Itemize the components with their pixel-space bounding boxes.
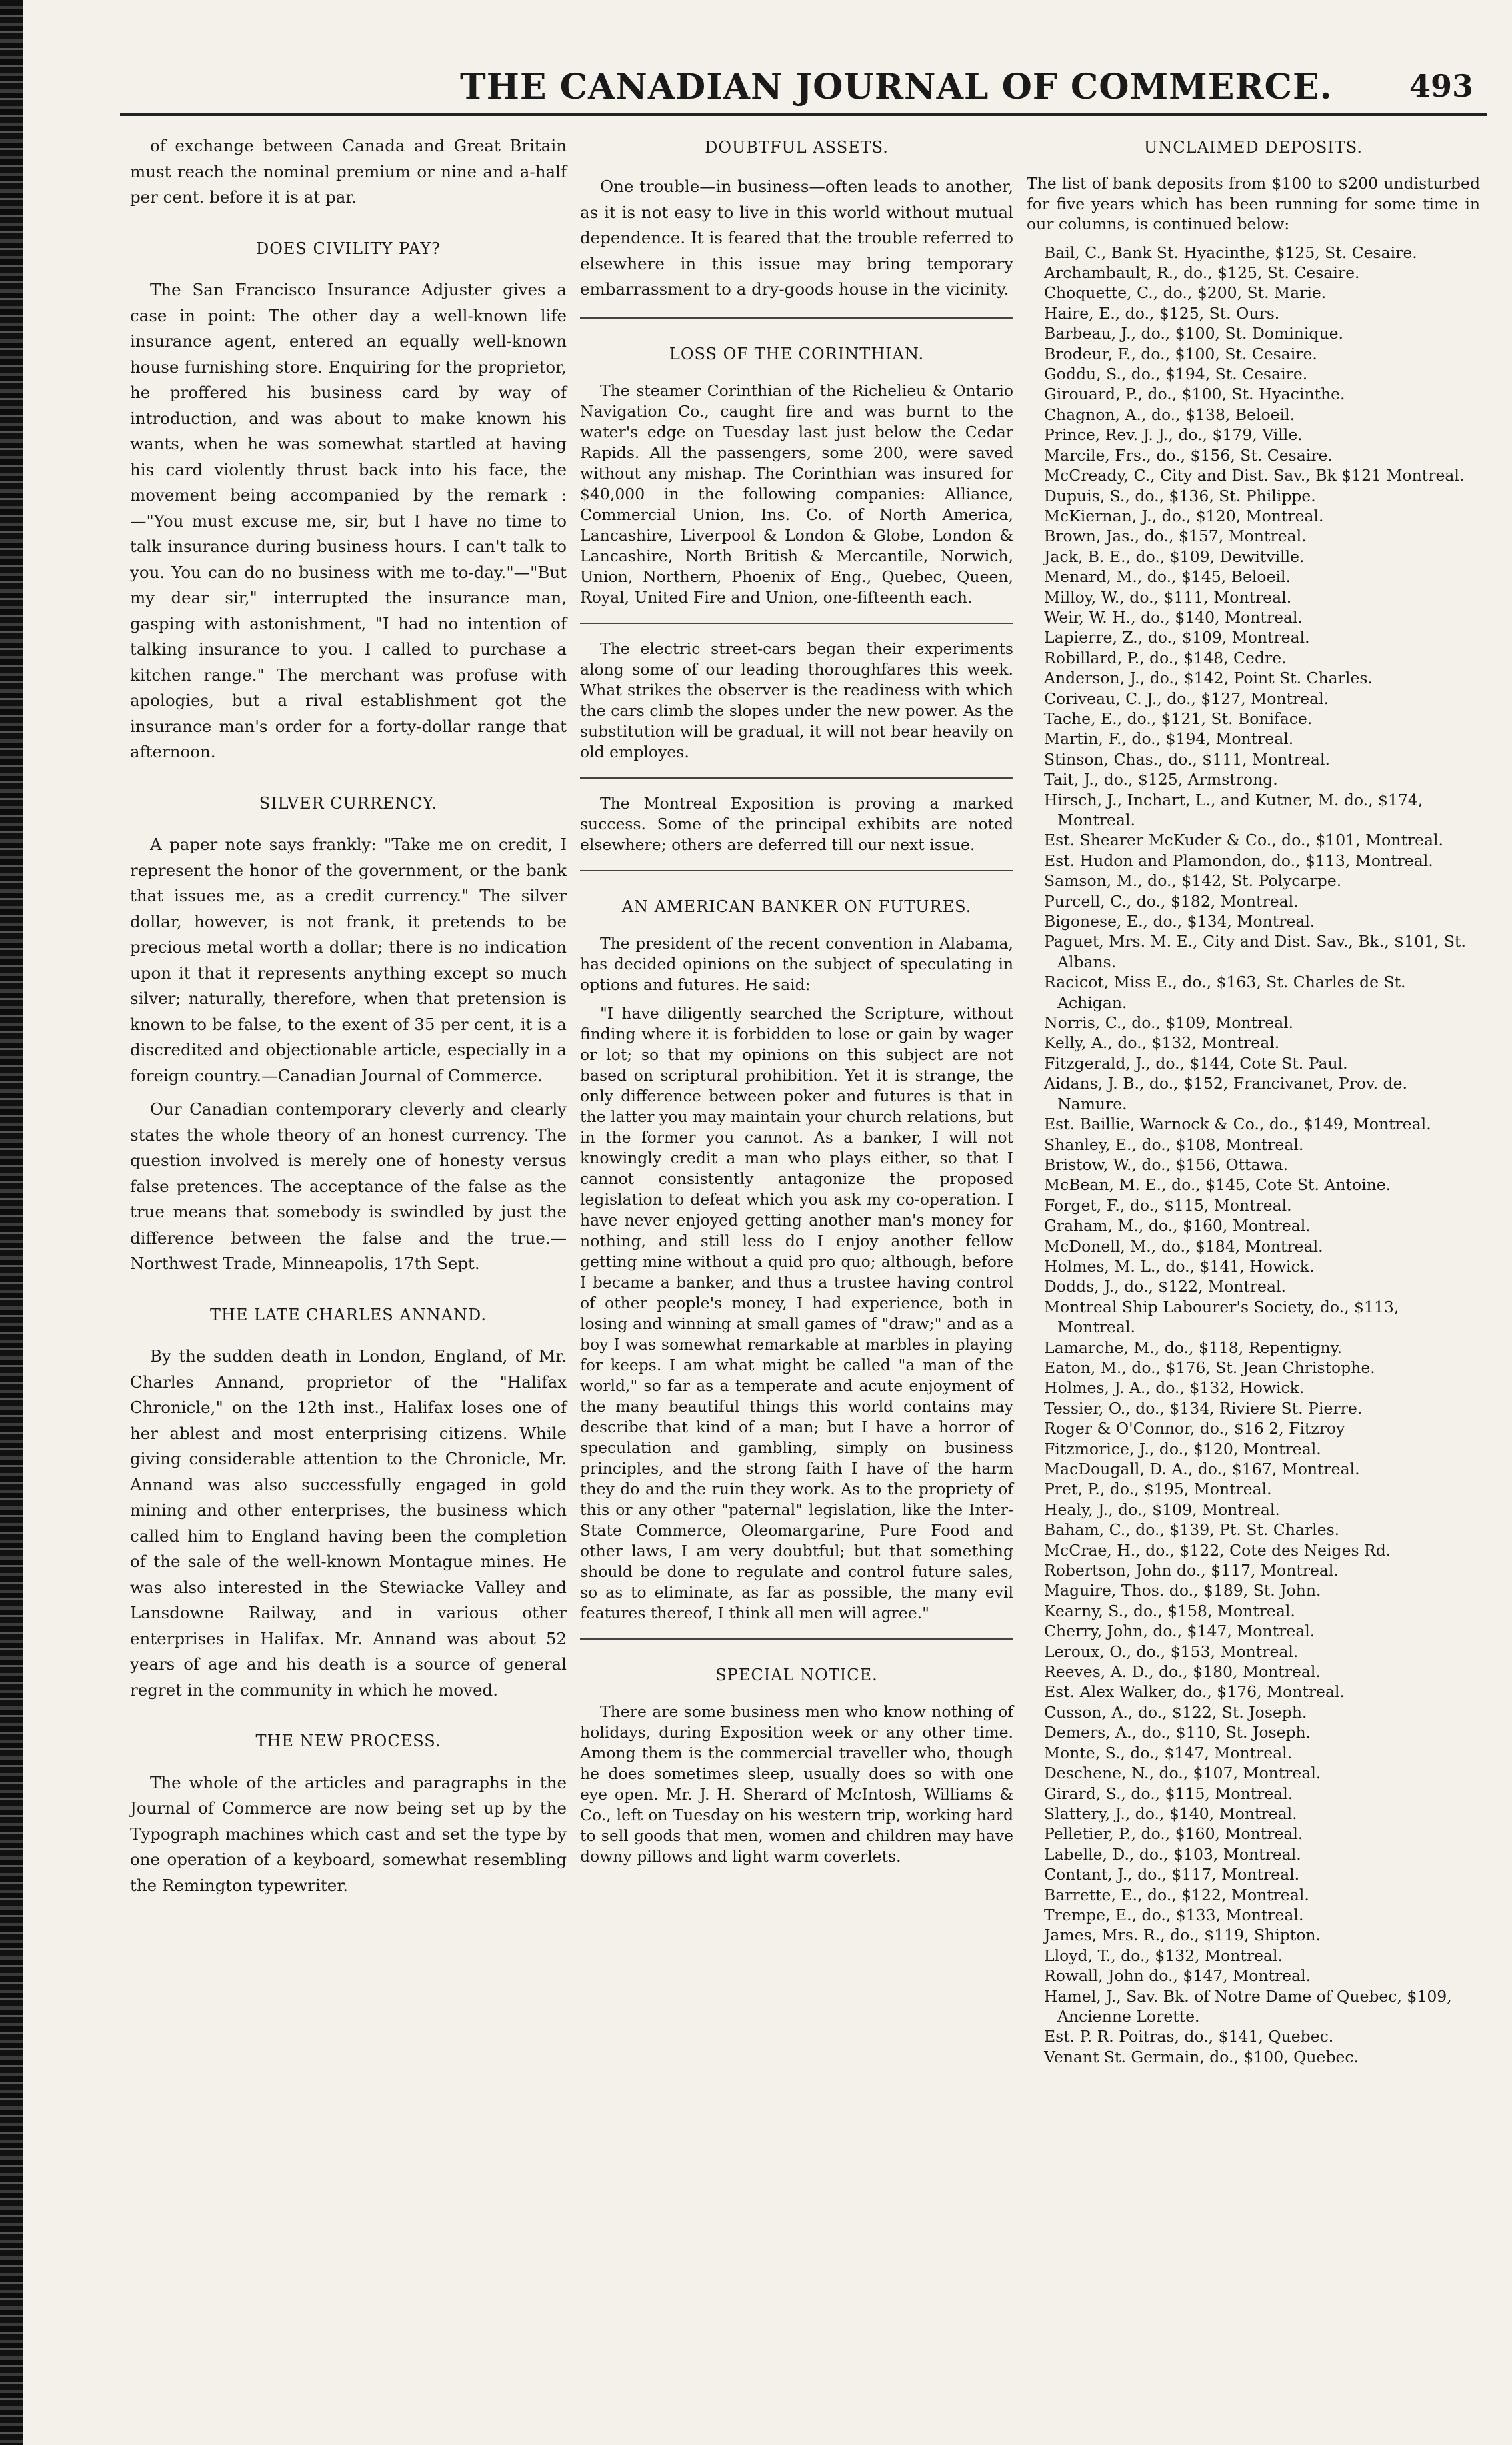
- deposit-entry: Cusson, A., do., $122, St. Joseph.: [1044, 1702, 1307, 1722]
- binding-edge: [0, 0, 23, 2445]
- deposit-entry: McBean, M. E., do., $145, Cote St. Antoine.: [1044, 1175, 1391, 1195]
- deposit-entry: Leroux, O., do., $153, Montreal.: [1044, 1642, 1299, 1661]
- banker-heading: AN AMERICAN BANKER ON FUTURES.: [621, 897, 972, 916]
- deposit-entry: Stinson, Chas., do., $111, Montreal.: [1044, 749, 1330, 769]
- deposit-entry: Holmes, J. A., do., $132, Howick.: [1044, 1378, 1305, 1398]
- deposit-entry: Norris, C., do., $109, Montreal.: [1044, 1013, 1294, 1033]
- doubtful-heading: DOUBTFUL ASSETS.: [705, 138, 889, 157]
- deposit-entry: Aidans, J. B., do., $152, Francivanet, Prov. de. Namure.: [1044, 1074, 1407, 1113]
- deposit-entry: Kelly, A., do., $132, Montreal.: [1044, 1033, 1280, 1053]
- corinthian-article: The steamer Corinthian of the Richelieu & Ontario Navigation Co., caught fire and was burnt to the water's edge on Tuesday last just below the Cedar Rapids. All the passengers, some 200, were saved without any mishap. The Corinthian was insured for $40,000 in the following companies: Alliance, Commercial Union, Ins. Co. of North America, Lancashire, Liverpool & London & Globe, London & Lancashire, North British & Mercantile, Norwich, Union, Northern, Phoenix of Eng., Quebec, Queen, Royal, United Fire and Union, one-fifteenth each.: [580, 381, 1013, 607]
- deposit-entry: Montreal Ship Labourer's Society, do., $113, Montreal.: [1044, 1297, 1399, 1337]
- deposit-entry: Venant St. Germain, do., $100, Quebec.: [1044, 2047, 1359, 2066]
- deposit-entry: McCready, C., City and Dist. Sav., Bk $121 Montreal.: [1044, 466, 1465, 485]
- deposit-entry: Labelle, D., do., $103, Montreal.: [1044, 1844, 1301, 1864]
- corinthian-heading: LOSS OF THE CORINTHIAN.: [669, 344, 925, 363]
- deposit-entry: Hamel, J., Sav. Bk. of Notre Dame of Quebec, $109, Ancienne Lorette.: [1044, 1986, 1452, 2026]
- deposit-entry: Graham, M., do., $160, Montreal.: [1044, 1216, 1311, 1236]
- deposit-entry: Dodds, J., do., $122, Montreal.: [1044, 1277, 1286, 1296]
- deposit-entry: Holmes, M. L., do., $141, Howick.: [1044, 1256, 1315, 1276]
- deposit-entry: Slattery, J., do., $140, Montreal.: [1044, 1804, 1297, 1823]
- page-number: 493: [1409, 68, 1473, 104]
- deposits-heading: UNCLAIMED DEPOSITS.: [1143, 138, 1363, 157]
- deposit-entry: Coriveau, C. J., do., $127, Montreal.: [1044, 689, 1329, 708]
- deposit-entry: Kearny, S., do., $158, Montreal.: [1044, 1601, 1295, 1620]
- deposit-entry: Tache, E., do., $121, St. Boniface.: [1044, 709, 1313, 728]
- deposit-entry: Hirsch, J., Inchart, L., and Kutner, M. do., $174, Montreal.: [1044, 790, 1423, 829]
- deposit-entry: Brown, Jas., do., $157, Montreal.: [1044, 527, 1307, 546]
- annand-article: By the sudden death in London, England, of Mr. Charles Annand, proprietor of the "Halifax Chronicle," on the 12th inst., Halifax loses one of her ablest and most enterprising citizens. While giving considerable attention to the Chronicle, Mr. Annand was also successfully engaged in gold mining and other enterprises, the business which called him to England having been the completion of the sale of the well-known Montague mines. He was also interested in the Stewiacke Valley and Lansdowne Railway, and in various other enterprises in Halifax. Mr. Annand was about 52 years of age and his death is a source of general regret in the community in which he moved.: [130, 1346, 567, 1700]
- deposit-entry: Est. Baillie, Warnock & Co., do., $149, Montreal.: [1044, 1115, 1431, 1134]
- exchange-paragraph: of exchange between Canada and Great Britain must reach the nominal premium or nine and a-half per cent. before it is at par.: [130, 136, 567, 207]
- deposit-entry: Marcile, Frs., do., $156, St. Cesaire.: [1044, 445, 1333, 465]
- deposit-entry: Barrette, E., do., $122, Montreal.: [1044, 1885, 1309, 1904]
- silver-heading: SILVER CURRENCY.: [259, 793, 438, 813]
- deposit-entry: Bail, C., Bank St. Hyacinthe, $125, St. Cesaire.: [1044, 243, 1417, 262]
- civility-article: The San Francisco Insurance Adjuster gives a case in point: The other day a well-known life insurance agent, entered an equally well-known house furnishing store. Enquiring for the proprietor, he proffered his business card by way of introduction, and was about to make known his wants, when he was somewhat startled at having his card violently thrust back into his face, the movement being accompanied by the remark :—"You must excuse me, sir, but I have no time to talk insurance during business hours. I can't talk to you. You can do no business with me to-day."—"But my dear sir," interrupted the insurance man, gasping with astonishment, "I had no intention of talking insurance to you. I called to purchase a kitchen range." The merchant was profuse with apologies, but a rival establishment got the insurance man's order for a forty-dollar range that afternoon.: [130, 280, 567, 761]
- doubtful-article: One trouble—in business—often leads to another, as it is not easy to live in this world without mutual dependence. It is feared that the trouble referred to elsewhere in this issue may bring temporary embarrassment to a dry-goods house in the vicinity.: [580, 177, 1013, 299]
- special-article: There are some business men who know nothing of holidays, during Exposition week or any other time. Among them is the commercial traveller who, though he does sometimes sleep, usually does so with one eye open. Mr. J. H. Sherard of McIntosh, Williams & Co., left on Tuesday on his western trip, working hard to sell goods that men, women and children may have downy pillows and light warm coverlets.: [580, 1702, 1013, 1866]
- deposit-entry: Dupuis, S., do., $136, St. Philippe.: [1044, 486, 1316, 505]
- deposit-entry: Est. Hudon and Plamondon, do., $113, Montreal.: [1044, 851, 1433, 870]
- deposit-entry: Contant, J., do., $117, Montreal.: [1044, 1865, 1300, 1884]
- process-heading: THE NEW PROCESS.: [255, 1732, 441, 1750]
- deposit-entry: Goddu, S., do., $194, St. Cesaire.: [1044, 365, 1308, 384]
- deposit-entry: Jack, B. E., do., $109, Dewitville.: [1044, 547, 1305, 566]
- streetcars-paragraph: The electric street-cars began their experiments along some of our leading thoroughfares this week. What strikes the observer is the readiness with which the cars climb the slopes under the new power. As the substitution will be gradual, it will not bear heavily on old employes.: [580, 639, 1013, 761]
- deposit-entry: Bigonese, E., do., $134, Montreal.: [1044, 912, 1315, 931]
- deposit-entry: Archambault, R., do., $125, St. Cesaire.: [1044, 263, 1360, 283]
- deposit-entry: Cherry, John, do., $147, Montreal.: [1044, 1622, 1315, 1641]
- silver-article-1: A paper note says frankly: "Take me on credit, I represent the honor of the government, or the bank that issues me, as a credit currency." The silver dollar, however, is not frank, it pretends to be precious metal worth a dollar; there is no indication upon it that it represents anything except so much silver; naturally, therefore, when that pretension is known to be false, to the exent of 35 per cent, it is a discredited and objectionable article, especially in a foreign country.—Canadian Journal of Commerce.: [130, 835, 567, 1085]
- deposit-entry: Robertson, John do., $117, Montreal.: [1044, 1561, 1339, 1580]
- column-2: [580, 133, 1013, 1875]
- deposit-entry: Milloy, W., do., $111, Montreal.: [1044, 587, 1292, 607]
- deposit-entry: MacDougall, D. A., do., $167, Montreal.: [1044, 1460, 1360, 1478]
- exposition-paragraph: The Montreal Exposition is proving a marked success. Some of the principal exhibits are noted elsewhere; others are deferred till our next issue.: [580, 793, 1013, 854]
- deposit-entry: Healy, J., do., $109, Montreal.: [1044, 1500, 1280, 1519]
- deposit-entry: Forget, F., do., $115, Montreal.: [1044, 1195, 1292, 1215]
- deposit-entry: Samson, M., do., $142, St. Polycarpe.: [1044, 871, 1342, 891]
- special-heading: SPECIAL NOTICE.: [715, 1665, 878, 1684]
- deposit-entry: Fitzmorice, J., do., $120, Montreal.: [1044, 1439, 1321, 1458]
- deposit-entry: Paguet, Mrs. M. E., City and Dist. Sav., Bk., $101, St. Albans.: [1044, 932, 1466, 971]
- deposit-entry: Pret, P., do., $195, Montreal.: [1044, 1480, 1272, 1499]
- deposit-entry: Bristow, W., do., $156, Ottawa.: [1044, 1155, 1289, 1174]
- deposit-entry: Menard, M., do., $145, Beloeil.: [1044, 567, 1291, 587]
- column-rule: [580, 317, 1013, 319]
- column-3: [1027, 133, 1480, 2067]
- deposit-entry: Barbeau, J., do., $100, St. Dominique.: [1044, 324, 1343, 343]
- deposit-entry: Pelletier, P., do., $160, Montreal.: [1044, 1824, 1303, 1844]
- banker-intro: The president of the recent convention in Alabama, has decided opinions on the subject of speculating in options and futures. He said:: [580, 933, 1013, 994]
- deposit-entry: Brodeur, F., do., $100, St. Cesaire.: [1044, 344, 1317, 363]
- deposit-entry: Trempe, E., do., $133, Montreal.: [1044, 1905, 1304, 1924]
- deposit-entry: Haire, E., do., $125, St. Ours.: [1044, 303, 1280, 323]
- deposit-entry: Est. P. R. Poitras, do., $141, Quebec.: [1044, 2027, 1334, 2046]
- deposit-entry: McKiernan, J., do., $120, Montreal.: [1044, 506, 1324, 525]
- deposit-entry: Est. Alex Walker, do., $176, Montreal.: [1044, 1682, 1345, 1702]
- civility-heading: DOES CIVILITY PAY?: [255, 239, 441, 258]
- deposit-entry: Lapierre, Z., do., $109, Montreal.: [1044, 628, 1310, 647]
- deposit-entry: Purcell, C., do., $182, Montreal.: [1044, 891, 1299, 911]
- deposit-entry: Prince, Rev. J. J., do., $179, Ville.: [1044, 425, 1303, 445]
- banker-quote: "I have diligently searched the Scripture, without finding where it is forbidden to lose or gain by wager or lot; so that my opinions on this subject are not based on scriptural prohibition. Yet it is strange, the only difference between poker and futures is that in the latter you may maintain your church relations, but in the former you cannot. As a banker, I will not knowingly credit a man who plays either, so that I cannot consistently antagonize the proposed legislation to defeat which you ask my co-operation. I have never enjoyed getting another man's money for nothing, and still less do I enjoy another fellow getting mine without a quid pro quo; although, before I became a banker, and thus a trustee having control of other people's money, I had experience, both in losing and winning at small games of "draw;" and as a boy I was somewhat remarkable at marbles in playing for keeps. I am what might be called "a man of the world," so far as a temperate and acute enjoyment of the many beautiful things this world contains may describe that kind of a man; but I have a horror of speculation and gambling, simply on business principles, and the strong faith I have of the harm they do and the ruin they work. As to the propriety of this or any other "paternal" legislation, like the Inter-State Commerce, Oleomargarine, Pure Food and other laws, I am very doubtful; but that something should be done to regulate and control future sales, so as to eliminate, as far as possible, the many evil features thereof, I think all men will agree.": [580, 1003, 1013, 1622]
- journal-title: THE CANADIAN JOURNAL OF COMMERCE.: [460, 67, 1333, 107]
- deposit-entry: Deschene, N., do., $107, Montreal.: [1044, 1764, 1321, 1783]
- deposits-list: [1027, 243, 1480, 2068]
- deposit-entry: Est. Shearer McKuder & Co., do., $101, Montreal.: [1044, 831, 1444, 850]
- deposit-entry: James, Mrs. R., do., $119, Shipton.: [1044, 1926, 1321, 1945]
- page-header: [120, 67, 1487, 116]
- silver-article-2: Our Canadian contemporary cleverly and clearly states the whole theory of an honest currency. The question involved is merely one of honesty versus false pretences. The acceptance of the false as the true means that somebody is swindled by just the difference between the false and the true.—Northwest Trade, Minneapolis, 17th Sept.: [130, 1099, 567, 1273]
- deposit-entry: Martin, F., do., $194, Montreal.: [1044, 729, 1294, 749]
- deposit-entry: Tait, J., do., $125, Armstrong.: [1044, 770, 1278, 789]
- deposit-entry: Choquette, C., do., $200, St. Marie.: [1044, 283, 1327, 303]
- deposit-entry: Chagnon, A., do., $138, Beloeil.: [1044, 405, 1295, 424]
- deposit-entry: Shanley, E., do., $108, Montreal.: [1044, 1135, 1304, 1154]
- process-article: The whole of the articles and paragraphs in the Journal of Commerce are now being set up by the Typograph machines which cast and set the type by one operation of a keyboard, somewhat resembling the Remington typewriter.: [130, 1772, 567, 1895]
- deposit-entry: Reeves, A. D., do., $180, Montreal.: [1044, 1662, 1321, 1682]
- column-1: [130, 133, 567, 1906]
- deposit-entry: Lamarche, M., do., $118, Repentigny.: [1044, 1338, 1343, 1357]
- deposits-intro: The list of bank deposits from $100 to $200 undisturbed for five years which has been running for some time in our columns, is continued below:: [1027, 174, 1480, 234]
- deposit-entry: Anderson, J., do., $142, Point St. Charles.: [1044, 669, 1373, 688]
- deposit-entry: McDonell, M., do., $184, Montreal.: [1044, 1236, 1323, 1256]
- deposit-entry: Racicot, Miss E., do., $163, St. Charles de St. Achigan.: [1044, 973, 1406, 1012]
- column-rule: [580, 777, 1013, 779]
- column-rule: [580, 1638, 1013, 1640]
- deposit-entry: Maguire, Thos. do., $189, St. John.: [1044, 1581, 1321, 1600]
- deposit-entry: Robillard, P., do., $148, Cedre.: [1044, 648, 1287, 667]
- deposit-entry: Tessier, O., do., $134, Riviere St. Pierre.: [1044, 1398, 1363, 1418]
- deposit-entry: Girouard, P., do., $100, St. Hyacinthe.: [1044, 385, 1345, 404]
- deposit-entry: Demers, A., do., $110, St. Joseph.: [1044, 1723, 1311, 1742]
- column-rule: [580, 870, 1013, 871]
- annand-heading: THE LATE CHARLES ANNAND.: [209, 1305, 487, 1324]
- deposit-entry: Rowall, John do., $147, Montreal.: [1044, 1966, 1311, 1986]
- deposit-entry: Lloyd, T., do., $132, Montreal.: [1044, 1946, 1283, 1965]
- deposit-entry: Baham, C., do., $139, Pt. St. Charles.: [1044, 1520, 1340, 1540]
- deposit-entry: Fitzgerald, J., do., $144, Cote St. Paul.: [1044, 1053, 1348, 1073]
- deposit-entry: Weir, W. H., do., $140, Montreal.: [1044, 607, 1303, 627]
- deposit-entry: Roger & O'Connor, do., $16 2, Fitzroy: [1044, 1419, 1345, 1438]
- deposit-entry: Eaton, M., do., $176, St. Jean Christophe.: [1044, 1358, 1375, 1377]
- column-rule: [580, 623, 1013, 624]
- deposit-entry: Girard, S., do., $115, Montreal.: [1044, 1784, 1293, 1803]
- deposit-entry: McCrae, H., do., $122, Cote des Neiges Rd.: [1044, 1540, 1391, 1560]
- deposit-entry: Monte, S., do., $147, Montreal.: [1044, 1743, 1293, 1762]
